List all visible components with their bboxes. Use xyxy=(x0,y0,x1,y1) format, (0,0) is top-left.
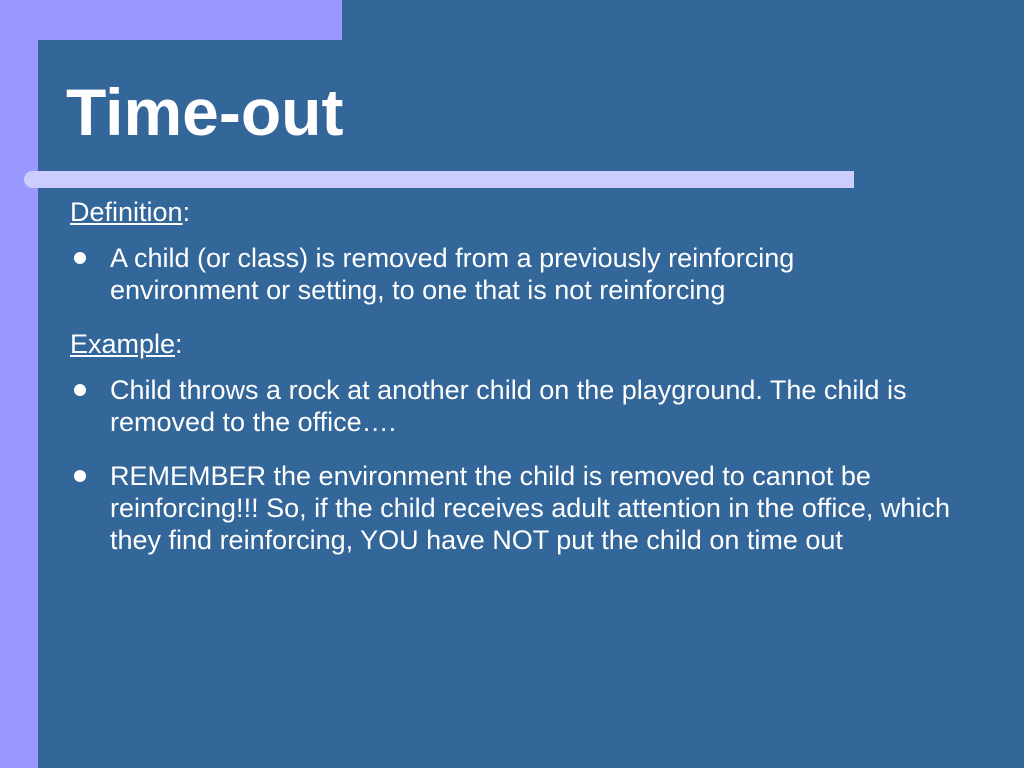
example-bullet-1 xyxy=(70,374,950,438)
example-text-2: REMEMBER the environment the child is removed to cannot be reinforcing!!! So, if the child receives adult attention in the office, which they find reinforcing, YOU have NOT put the child on time out xyxy=(110,461,950,555)
definition-bullet xyxy=(70,242,950,306)
bullet-dot-icon xyxy=(74,470,86,482)
corner-accent-block xyxy=(0,0,342,40)
definition-heading xyxy=(70,196,950,228)
left-accent-band xyxy=(0,0,38,768)
slide-title: Time-out xyxy=(66,75,344,149)
example-text-1: Child throws a rock at another child on the playground. The child is removed to the office…. xyxy=(110,375,907,437)
example-heading xyxy=(70,328,950,360)
title-underline-bar xyxy=(24,171,854,188)
bullet-dot-icon xyxy=(74,384,86,396)
definition-label: Definition xyxy=(70,197,183,227)
slide-body xyxy=(70,196,950,556)
example-colon: : xyxy=(175,329,183,359)
definition-text: A child (or class) is removed from a previously reinforcing environment or setting, to one that is not reinforcing xyxy=(110,243,795,305)
bullet-dot-icon xyxy=(74,252,86,264)
definition-colon: : xyxy=(182,197,191,227)
example-label: Example xyxy=(70,329,176,359)
example-bullet-2 xyxy=(70,460,950,556)
